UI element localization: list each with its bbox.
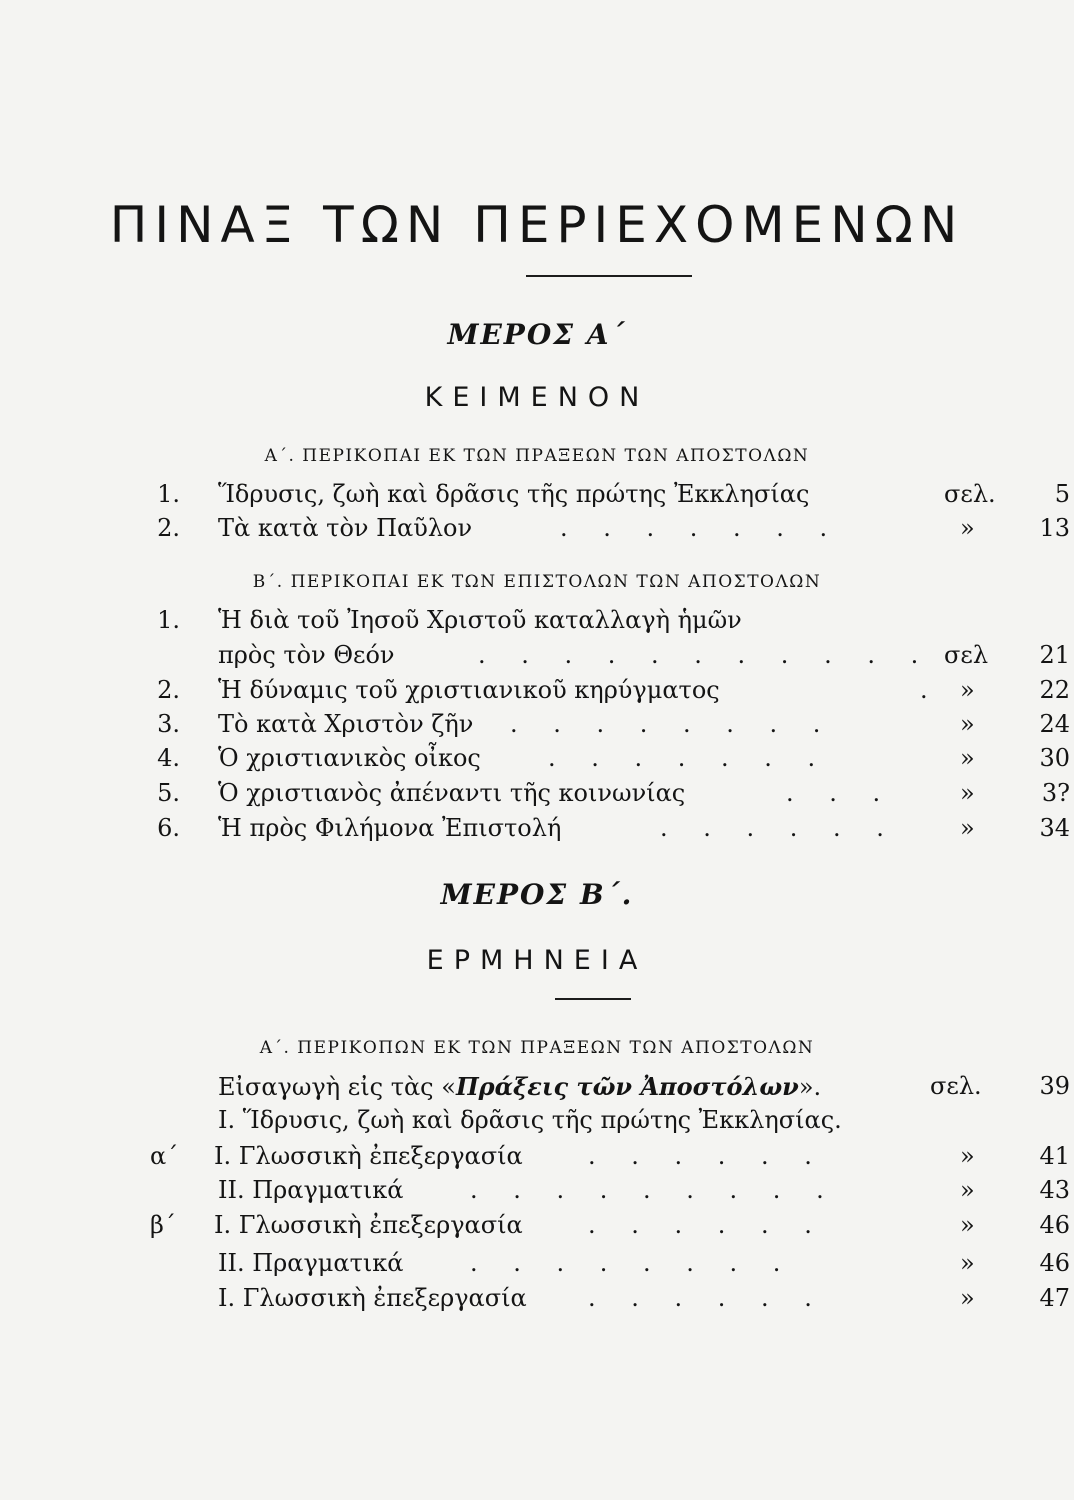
chapter-title: I. Ἵδρυσις, ζωὴ καὶ δρᾶσις τῆς πρώτης Ἐκκλησίας.: [218, 1106, 842, 1134]
entry-number: 2.: [157, 514, 180, 542]
entry-page-label: »: [960, 744, 975, 772]
leader-dots: . . . . . . .: [548, 744, 830, 772]
leader-dots: . . . . . . . .: [470, 1249, 795, 1277]
entry-page-label: »: [960, 779, 975, 807]
entry-page-label: »: [960, 1249, 975, 1277]
entry-page: 22: [1039, 676, 1070, 704]
entry-title: [218, 1072, 821, 1101]
intro-prefix: Εἰσαγωγὴ εἰς τὰς «: [218, 1073, 456, 1101]
entry-page: 34: [1039, 814, 1070, 842]
entry-page: 41: [1039, 1142, 1070, 1170]
leader-dots: .: [920, 676, 942, 704]
part-b-heading: ΜΕΡΟΣ Β΄.: [440, 878, 634, 911]
entry-page-label: σελ: [944, 641, 989, 669]
entry-page-label: »: [960, 676, 975, 704]
entry-title: Ἡ δύναμις τοῦ χριστιανικοῦ κηρύγματος: [218, 676, 720, 704]
entry-page-label: σελ.: [930, 1072, 982, 1100]
leader-dots: . . . . . .: [660, 814, 898, 842]
entry-title: II. Πραγματικά: [218, 1249, 404, 1277]
entry-page: 21: [1039, 641, 1070, 669]
toc-entry: [0, 1176, 1074, 1210]
leader-dots: . . . . . . . . .: [470, 1176, 838, 1204]
entry-title: Τὸ κατὰ Χριστὸν ζῆν: [218, 710, 474, 738]
part-a-section-1-heading: Α΄. ΠΕΡΙΚΟΠΑΙ ΕΚ ΤΩΝ ΠΡΑΞΕΩΝ ΤΩΝ ΑΠΟΣΤΟΛΩΝ: [264, 446, 810, 466]
part-b-rule: [555, 998, 631, 1000]
leader-dots: . . . . . .: [588, 1142, 826, 1170]
part-a-heading: ΜΕΡΟΣ Α΄: [447, 318, 627, 351]
entry-number: 4.: [157, 744, 180, 772]
entry-number: 3.: [157, 710, 180, 738]
toc-entry: [0, 1142, 1074, 1176]
entry-page-label: »: [960, 1284, 975, 1312]
entry-page: 46: [1039, 1249, 1070, 1277]
entry-marker: α΄: [150, 1142, 179, 1170]
entry-page: 3?: [1041, 779, 1070, 807]
title-rule: [526, 275, 692, 277]
toc-entry: [0, 480, 1074, 514]
entry-number: 1.: [157, 606, 180, 634]
intro-suffix: ».: [798, 1073, 822, 1101]
toc-entry: [0, 514, 1074, 548]
entry-title: Ἡ πρὸς Φιλήμονα Ἐπιστολή: [218, 814, 562, 842]
entry-page-label: »: [960, 1211, 975, 1239]
leader-dots: . . .: [786, 779, 895, 807]
entry-page-label: »: [960, 1176, 975, 1204]
leader-dots: . . . . . . . . . . .: [478, 641, 933, 669]
toc-entry: [0, 710, 1074, 744]
entry-title: Ἡ διὰ τοῦ Ἰησοῦ Χριστοῦ καταλλαγὴ ἡμῶν: [218, 606, 742, 634]
entry-title: I. Γλωσσικὴ ἐπεξεργασία: [214, 1211, 523, 1239]
toc-entry: [0, 1284, 1074, 1318]
toc-entry: [0, 814, 1074, 848]
toc-entry: [0, 779, 1074, 813]
chapter-heading: [0, 1106, 1074, 1140]
entry-page-label: »: [960, 514, 975, 542]
entry-title: Τὰ κατὰ τὸν Παῦλον: [218, 514, 473, 542]
leader-dots: . . . . . . . .: [510, 710, 835, 738]
entry-page: 5: [1054, 480, 1070, 508]
toc-entry: [0, 606, 1074, 640]
entry-page-label: σελ.: [944, 480, 996, 508]
toc-intro-entry: [0, 1072, 1074, 1106]
entry-page: 43: [1039, 1176, 1070, 1204]
leader-dots: . . . . . .: [588, 1284, 826, 1312]
entry-page: 24: [1039, 710, 1070, 738]
entry-title: Ὁ χριστιανικὸς οἶκος: [218, 744, 481, 772]
entry-page-label: »: [960, 710, 975, 738]
entry-marker: β΄: [150, 1211, 176, 1239]
entry-page: 47: [1039, 1284, 1070, 1312]
entry-page-label: »: [960, 1142, 975, 1170]
part-b-section-1-heading: Α΄. ΠΕΡΙΚΟΠΩΝ ΕΚ ΤΩΝ ΠΡΑΞΕΩΝ ΤΩΝ ΑΠΟΣΤΟΛΩΝ: [259, 1038, 815, 1058]
toc-entry: [0, 1211, 1074, 1245]
part-b-subheading: ΕΡΜΗΝΕΙΑ: [426, 945, 648, 976]
entry-page: 30: [1039, 744, 1070, 772]
toc-entry: [0, 641, 1074, 675]
entry-number: 5.: [157, 779, 180, 807]
entry-page: 13: [1039, 514, 1070, 542]
entry-number: 1.: [157, 480, 180, 508]
entry-number: 2.: [157, 676, 180, 704]
leader-dots: . . . . . . .: [560, 514, 842, 542]
page-title: ΠΙΝΑΞ ΤΩΝ ΠΕΡΙΕΧΟΜΕΝΩΝ: [109, 196, 965, 254]
entry-title: πρὸς τὸν Θεόν: [218, 641, 395, 669]
entry-title: I. Γλωσσικὴ ἐπεξεργασία: [218, 1284, 527, 1312]
entry-title: Ὁ χριστιανὸς ἀπέναντι τῆς κοινωνίας: [218, 779, 686, 807]
toc-entry: [0, 1249, 1074, 1283]
entry-title: I. Γλωσσικὴ ἐπεξεργασία: [214, 1142, 523, 1170]
toc-entry: [0, 744, 1074, 778]
entry-page: 46: [1039, 1211, 1070, 1239]
part-a-subheading: ΚΕΙΜΕΝΟΝ: [424, 382, 650, 413]
toc-entry: [0, 676, 1074, 710]
entry-title: II. Πραγματικά: [218, 1176, 404, 1204]
leader-dots: . . . . . .: [588, 1211, 826, 1239]
intro-book-title: Πράξεις τῶν Ἀποστόλων: [455, 1072, 799, 1101]
entry-title: Ἵδρυσις, ζωὴ καὶ δρᾶσις τῆς πρώτης Ἐκκλησίας: [218, 480, 810, 508]
part-a-section-2-heading: Β΄. ΠΕΡΙΚΟΠΑΙ ΕΚ ΤΩΝ ΕΠΙΣΤΟΛΩΝ ΤΩΝ ΑΠΟΣΤΟΛΩΝ: [252, 572, 822, 592]
entry-page: 39: [1039, 1072, 1070, 1100]
entry-page-label: »: [960, 814, 975, 842]
entry-number: 6.: [157, 814, 180, 842]
